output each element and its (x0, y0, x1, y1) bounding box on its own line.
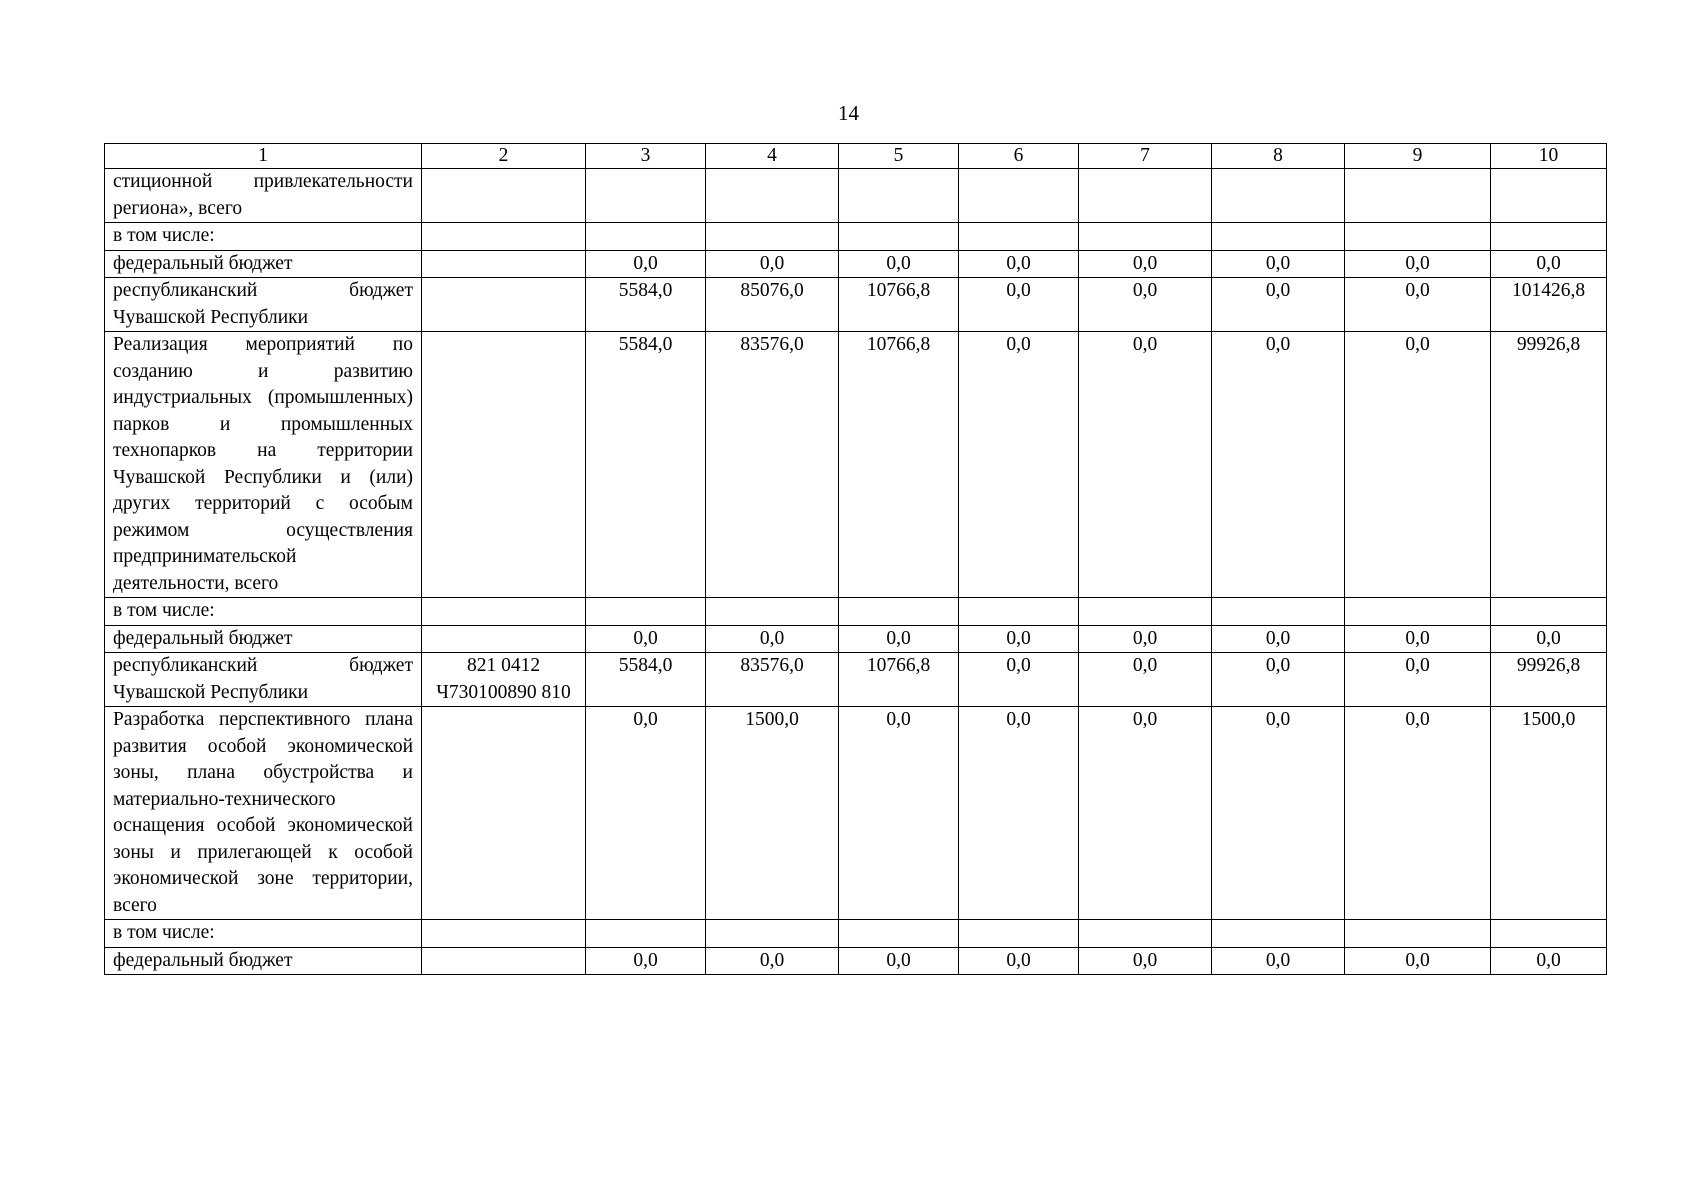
value-cell (586, 169, 706, 223)
value-cell: 10766,8 (839, 278, 959, 332)
column-number-row (105, 144, 1607, 169)
value-cell: 0,0 (1079, 653, 1212, 707)
value-cell (1079, 920, 1212, 948)
value-cell: 0,0 (839, 707, 959, 920)
value-cell: 0,0 (1345, 707, 1491, 920)
budget-code-cell (422, 250, 586, 278)
value-cell: 0,0 (1212, 653, 1345, 707)
table-row (105, 707, 1607, 920)
column-number: 9 (1345, 144, 1491, 169)
row-name-cell: в том числе: (105, 223, 422, 251)
value-cell (586, 920, 706, 948)
value-cell: 0,0 (586, 707, 706, 920)
value-cell (1491, 920, 1607, 948)
value-cell (959, 598, 1079, 626)
budget-code-cell (422, 169, 586, 223)
value-cell: 99926,8 (1491, 653, 1607, 707)
value-cell: 0,0 (586, 947, 706, 975)
table-body (105, 169, 1607, 975)
value-cell: 5584,0 (586, 278, 706, 332)
table-row (105, 598, 1607, 626)
table-row (105, 169, 1607, 223)
table-row (105, 278, 1607, 332)
column-number: 5 (839, 144, 959, 169)
value-cell (706, 598, 839, 626)
value-cell (1079, 169, 1212, 223)
value-cell (1345, 169, 1491, 223)
value-cell (586, 598, 706, 626)
value-cell: 0,0 (1079, 947, 1212, 975)
value-cell (1212, 920, 1345, 948)
value-cell (1212, 598, 1345, 626)
value-cell: 0,0 (959, 625, 1079, 653)
value-cell: 0,0 (1345, 653, 1491, 707)
value-cell: 0,0 (706, 625, 839, 653)
value-cell: 0,0 (706, 250, 839, 278)
table-row (105, 332, 1607, 598)
value-cell (586, 223, 706, 251)
value-cell: 0,0 (586, 250, 706, 278)
value-cell: 0,0 (1345, 278, 1491, 332)
value-cell (959, 223, 1079, 251)
row-name-cell: Реализация мероприятий по созданию и развитию индустриальных (промышленных) парков и промышленных технопарков на территории Чувашской Республики и (или) других территорий с особым режимом осуществления предпринимательской деятельности, всего (105, 332, 422, 598)
value-cell: 0,0 (1212, 250, 1345, 278)
value-cell: 0,0 (839, 250, 959, 278)
value-cell (706, 223, 839, 251)
value-cell (1491, 169, 1607, 223)
budget-code-cell: 821 0412 Ч730100890 810 (422, 653, 586, 707)
value-cell: 83576,0 (706, 332, 839, 598)
value-cell: 0,0 (1491, 625, 1607, 653)
value-cell (1212, 223, 1345, 251)
value-cell: 0,0 (1212, 278, 1345, 332)
row-name-cell: Разработка перспективного плана развития особой экономической зоны, плана обустройства и материально-технического оснащения особой экономической зоны и прилегающей к особой экономической зоне территории, всего (105, 707, 422, 920)
budget-code-cell (422, 223, 586, 251)
value-cell (1345, 598, 1491, 626)
table-row (105, 653, 1607, 707)
value-cell: 0,0 (1345, 947, 1491, 975)
column-number: 6 (959, 144, 1079, 169)
row-name-cell: федеральный бюджет (105, 947, 422, 975)
table-row (105, 625, 1607, 653)
table-row (105, 250, 1607, 278)
value-cell: 0,0 (959, 653, 1079, 707)
column-number: 1 (105, 144, 422, 169)
value-cell (1345, 920, 1491, 948)
budget-code-cell (422, 625, 586, 653)
budget-code-cell (422, 707, 586, 920)
value-cell (706, 169, 839, 223)
value-cell: 10766,8 (839, 332, 959, 598)
budget-code-cell (422, 278, 586, 332)
budget-code-cell (422, 598, 586, 626)
value-cell: 0,0 (1345, 332, 1491, 598)
value-cell (1212, 169, 1345, 223)
value-cell (1079, 223, 1212, 251)
value-cell (839, 920, 959, 948)
value-cell: 0,0 (1079, 250, 1212, 278)
value-cell: 0,0 (959, 250, 1079, 278)
value-cell (1491, 223, 1607, 251)
value-cell: 0,0 (1212, 332, 1345, 598)
value-cell: 5584,0 (586, 653, 706, 707)
value-cell: 101426,8 (1491, 278, 1607, 332)
value-cell (706, 920, 839, 948)
row-name-cell: республиканский бюджет Чувашской Республики (105, 278, 422, 332)
row-name-cell: республиканский бюджет Чувашской Республики (105, 653, 422, 707)
value-cell (1079, 598, 1212, 626)
value-cell: 0,0 (1079, 332, 1212, 598)
value-cell: 5584,0 (586, 332, 706, 598)
row-name-cell: в том числе: (105, 920, 422, 948)
value-cell: 0,0 (839, 625, 959, 653)
column-number: 8 (1212, 144, 1345, 169)
value-cell: 0,0 (959, 278, 1079, 332)
row-name-cell: федеральный бюджет (105, 625, 422, 653)
value-cell: 1500,0 (1491, 707, 1607, 920)
table-row (105, 920, 1607, 948)
budget-code-cell (422, 947, 586, 975)
budget-table (104, 143, 1607, 975)
value-cell: 0,0 (1491, 947, 1607, 975)
value-cell: 99926,8 (1491, 332, 1607, 598)
table-row (105, 223, 1607, 251)
column-number: 7 (1079, 144, 1212, 169)
table-row (105, 947, 1607, 975)
value-cell: 0,0 (1212, 625, 1345, 653)
value-cell (839, 598, 959, 626)
value-cell: 0,0 (1079, 278, 1212, 332)
value-cell (1345, 223, 1491, 251)
value-cell: 85076,0 (706, 278, 839, 332)
value-cell: 0,0 (959, 947, 1079, 975)
row-name-cell: в том числе: (105, 598, 422, 626)
value-cell (839, 169, 959, 223)
value-cell (839, 223, 959, 251)
value-cell: 0,0 (1345, 250, 1491, 278)
value-cell: 10766,8 (839, 653, 959, 707)
value-cell: 0,0 (959, 707, 1079, 920)
value-cell: 0,0 (586, 625, 706, 653)
value-cell: 1500,0 (706, 707, 839, 920)
value-cell: 0,0 (839, 947, 959, 975)
row-name-cell: федеральный бюджет (105, 250, 422, 278)
value-cell: 0,0 (706, 947, 839, 975)
value-cell (1491, 598, 1607, 626)
row-name-cell: стиционной привлекательности региона», всего (105, 169, 422, 223)
value-cell (959, 920, 1079, 948)
value-cell: 0,0 (1212, 947, 1345, 975)
budget-code-cell (422, 332, 586, 598)
page-number: 14 (838, 101, 859, 125)
value-cell: 0,0 (1079, 707, 1212, 920)
column-number: 10 (1491, 144, 1607, 169)
value-cell: 0,0 (1212, 707, 1345, 920)
column-number: 3 (586, 144, 706, 169)
value-cell: 0,0 (1345, 625, 1491, 653)
budget-code-cell (422, 920, 586, 948)
value-cell: 0,0 (959, 332, 1079, 598)
value-cell (959, 169, 1079, 223)
value-cell: 0,0 (1079, 625, 1212, 653)
value-cell: 83576,0 (706, 653, 839, 707)
value-cell: 0,0 (1491, 250, 1607, 278)
column-number: 2 (422, 144, 586, 169)
column-number: 4 (706, 144, 839, 169)
